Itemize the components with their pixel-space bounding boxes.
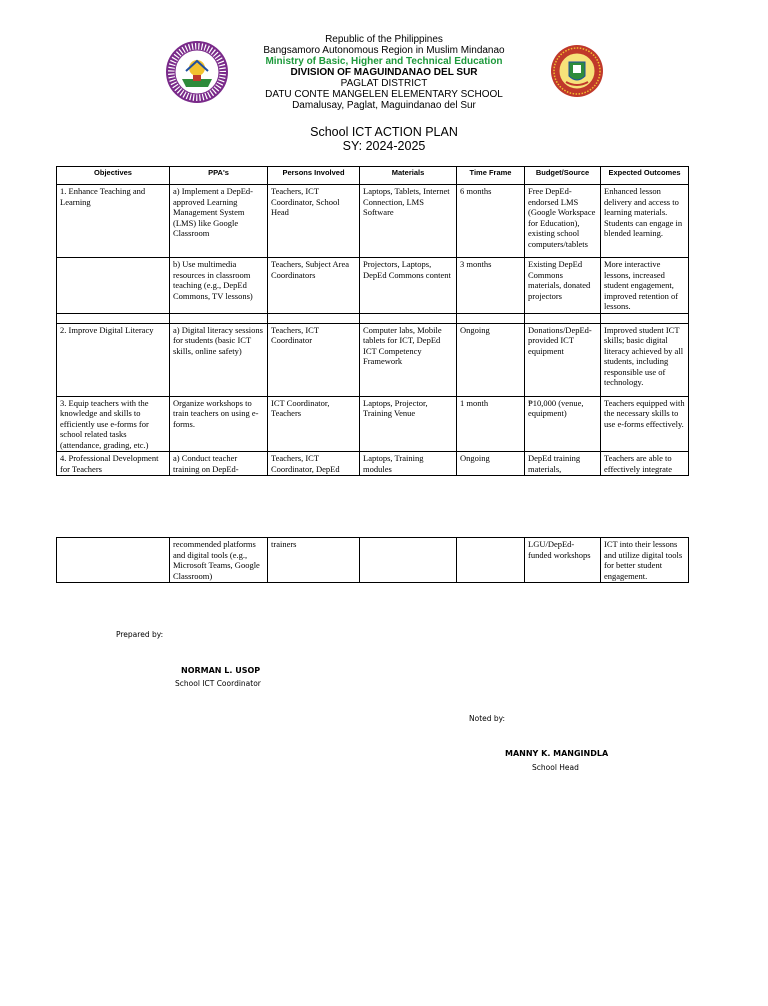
header-region: Bangsamoro Autonomous Region in Muslim Mindanao: [263, 45, 505, 56]
cell: b) Use multimedia resources in classroom teaching (e.g., DepEd Commons, TV lessons): [170, 258, 268, 314]
prepared-by-label: Prepared by:: [116, 630, 164, 639]
cell: Laptops, Tablets, Internet Connection, LMS Software: [360, 185, 457, 258]
cell: Computer labs, Mobile tablets for ICT, DepEd ICT Competency Framework: [360, 323, 457, 396]
header-budget-source: Budget/Source: [525, 167, 601, 185]
noted-by-label: Noted by:: [469, 714, 506, 723]
action-plan-table: [56, 166, 689, 476]
cell: recommended platforms and digital tools (e.g., Microsoft Teams, Google Classroom): [170, 538, 268, 583]
cell: [57, 538, 170, 583]
cell: Organize workshops to train teachers on using e-forms.: [170, 396, 268, 452]
cell: Teachers, ICT Coordinator, DepEd: [268, 452, 360, 476]
cell: Free DepEd-endorsed LMS (Google Workspace for Education), existing school computers/tablets: [525, 185, 601, 258]
cell: Laptops, Training modules: [360, 452, 457, 476]
cell: a) Implement a DepEd-approved Learning Management System (LMS) like Google Classroom: [170, 185, 268, 258]
cell: 4. Professional Development for Teachers: [57, 452, 170, 476]
cell: ICT Coordinator, Teachers: [268, 396, 360, 452]
header-republic: Republic of the Philippines: [325, 34, 443, 45]
header-ppas: PPA's: [170, 167, 268, 185]
cell: Existing DepEd Commons materials, donated projectors: [525, 258, 601, 314]
cell: Teachers equipped with the necessary skills to use e-forms effectively.: [601, 396, 689, 452]
cell: ₱10,000 (venue, equipment): [525, 396, 601, 452]
header-school: DATU CONTE MANGELEN ELEMENTARY SCHOOL: [265, 89, 503, 100]
cell: trainers: [268, 538, 360, 583]
cell: DepEd training materials,: [525, 452, 601, 476]
plan-title: School ICT ACTION PLAN: [310, 125, 458, 139]
cell: Projectors, Laptops, DepEd Commons content: [360, 258, 457, 314]
cell: 3. Equip teachers with the knowledge and skills to efficiently use e-forms for school related tasks (attendance, grading, etc.): [57, 396, 170, 452]
cell: Ongoing: [457, 452, 525, 476]
cell: [57, 313, 170, 323]
cell: Laptops, Projector, Training Venue: [360, 396, 457, 452]
header-address: Damalusay, Paglat, Maguindanao del Sur: [292, 100, 476, 111]
table-row: [57, 396, 689, 452]
cell: Teachers, Subject Area Coordinators: [268, 258, 360, 314]
document-header: [0, 34, 768, 111]
table-row: [57, 258, 689, 314]
table-header-row: [57, 167, 689, 185]
prepared-by-title: School ICT Coordinator: [175, 679, 261, 688]
cell: ICT into their lessons and utilize digital tools for better student engagement.: [601, 538, 689, 583]
school-year: SY: 2024-2025: [342, 139, 426, 153]
header-time-frame: Time Frame: [457, 167, 525, 185]
cell: Teachers, ICT Coordinator: [268, 323, 360, 396]
table-row: [57, 185, 689, 258]
header-ministry: Ministry of Basic, Higher and Technical Education: [265, 56, 503, 67]
cell: [360, 538, 457, 583]
table-row: [57, 323, 689, 396]
cell: 6 months: [457, 185, 525, 258]
noted-by-title: School Head: [532, 763, 579, 772]
header-expected-outcomes: Expected Outcomes: [601, 167, 689, 185]
table-row: [57, 452, 689, 476]
cell: [457, 538, 525, 583]
cell: [601, 313, 689, 323]
cell: Teachers, ICT Coordinator, School Head: [268, 185, 360, 258]
cell: [170, 313, 268, 323]
prepared-by-name: NORMAN L. USOP: [181, 666, 261, 675]
cell: a) Digital literacy sessions for students (basic ICT skills, online safety): [170, 323, 268, 396]
cell: [268, 313, 360, 323]
cell: Improved student ICT skills; basic digital literacy achieved by all students, including responsible use of technology.: [601, 323, 689, 396]
cell: 1 month: [457, 396, 525, 452]
header-division: DIVISION OF MAGUINDANAO DEL SUR: [290, 67, 478, 78]
cell: [360, 313, 457, 323]
cell: [525, 313, 601, 323]
cell: [457, 313, 525, 323]
header-materials: Materials: [360, 167, 457, 185]
cell: More interactive lessons, increased student engagement, improved retention of lessons.: [601, 258, 689, 314]
document-title: [0, 125, 768, 153]
cell: Enhanced lesson delivery and access to learning materials. Students can engage in blended learning.: [601, 185, 689, 258]
cell: 2. Improve Digital Literacy: [57, 323, 170, 396]
cell: LGU/DepEd-funded workshops: [525, 538, 601, 583]
noted-by-name: MANNY K. MANGINDLA: [505, 749, 609, 758]
header-objectives: Objectives: [57, 167, 170, 185]
cell: [57, 258, 170, 314]
header-persons-involved: Persons Involved: [268, 167, 360, 185]
table-row: [57, 313, 689, 323]
cell: Ongoing: [457, 323, 525, 396]
cell: 3 months: [457, 258, 525, 314]
header-district: PAGLAT DISTRICT: [340, 78, 428, 89]
cell: Donations/DepEd-provided ICT equipment: [525, 323, 601, 396]
cell: a) Conduct teacher training on DepEd-: [170, 452, 268, 476]
action-plan-table-continuation: [56, 537, 689, 583]
cell: 1. Enhance Teaching and Learning: [57, 185, 170, 258]
table-row: [57, 538, 689, 583]
cell: Teachers are able to effectively integrate: [601, 452, 689, 476]
